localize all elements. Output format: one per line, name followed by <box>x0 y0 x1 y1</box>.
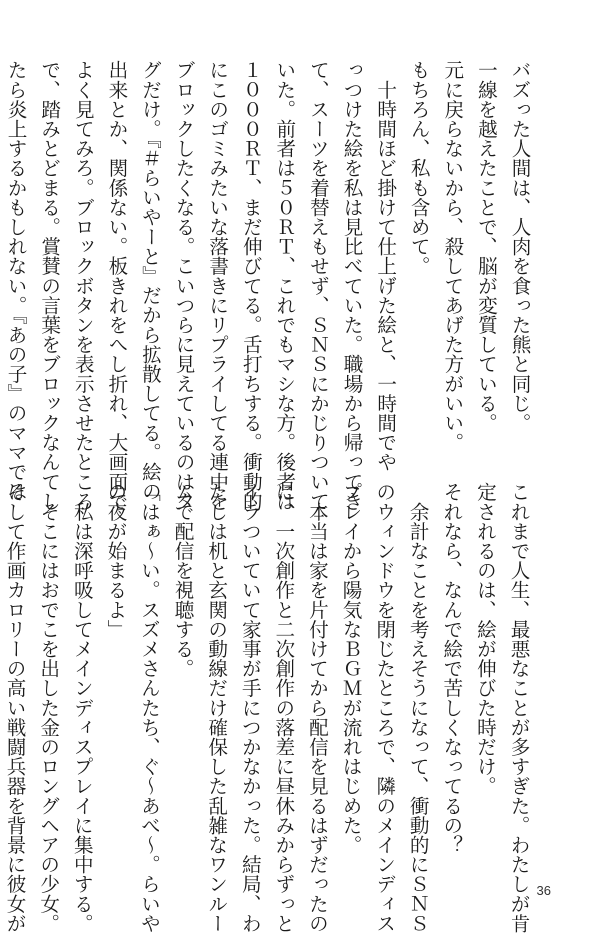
text-line: もちろん、私も含めて。 <box>407 60 431 276</box>
text-line: 出来とか、関係ない。板きれをへし折れ、大画面で <box>104 60 128 511</box>
text-line: 私は深呼吸してメインディスプレイに集中する。 <box>70 482 94 933</box>
text-line: の夜が始まるよ」 <box>103 482 127 639</box>
text-line: バズった人間は、人肉を食った熊と同じ。 <box>508 60 531 433</box>
text-line: に、一次創作と二次創作の落差に昼休みからずっと <box>271 482 295 933</box>
text-line: っつけた絵を私は見比べていた。職場から帰ってき <box>340 60 364 511</box>
text-line: ブロックしたくなる。こいつらに見えているのはタ <box>172 60 196 511</box>
text-line: 定されるのは、絵が伸びた時だけ。 <box>473 482 497 796</box>
text-block-bottom <box>0 482 535 933</box>
text-line: グだけ。『＃らいやーと』だから拡散してる。絵の <box>138 60 162 501</box>
text-line: たしは机と玄関の動線だけ確保した乱雑なワンルー <box>204 482 228 933</box>
text-line: これまで人生、最悪なことが多すぎた。わたしが肯 <box>507 482 530 933</box>
text-line: にこのゴミみたいな落書きにリプライしてる連中を <box>205 60 229 511</box>
text-line: 元に戻らないから、殺してあげた方がいい。 <box>440 60 464 452</box>
text-line: よく見てみろ。ブロックボタンを表示させたところ <box>71 60 95 511</box>
text-line: それなら、なんで絵で苦しくなってるの？ <box>439 482 463 855</box>
text-line: 余計なことを考えそうになって、衝動的にＳＮＳ <box>406 482 430 933</box>
text-line: ムで配信を視聴する。 <box>171 482 195 678</box>
text-line: いた。前者は５０ＲＴ、これでもマシな方。後者は <box>272 60 296 511</box>
text-line: で、踏みとどまる。賞賛の言葉をブロックなんてし <box>37 60 61 511</box>
text-line: て、スーツを着替えもせず、ＳＮＳにかじりついて <box>306 60 330 511</box>
text-line: 「はぁ～い。スズメさんたち、ぐ～あべ～。らいや <box>137 482 161 933</box>
text-line: 一線を越えたことで、脳が変質している。 <box>474 60 498 433</box>
text-block-top <box>0 60 536 511</box>
text-line: のウィンドウを閉じたところで、隣のメインディス <box>372 482 396 933</box>
text-line: １０００ＲＴ、まだ伸びてる。舌打ちする。衝動的 <box>239 60 263 511</box>
page-number: 36 <box>536 883 551 898</box>
text-line: そして作画カロリーの高い戦闘兵器を背景に彼女が <box>3 482 27 933</box>
text-line: プレイから陽気なＢＧＭが流れはじめた。 <box>339 482 363 855</box>
text-line: イラついていて家事が手につかなかった。結局、わ <box>238 482 262 933</box>
text-line: 十時間ほど掛けて仕上げた絵と、一時間でや <box>373 60 397 472</box>
text-line: 本当は家を片付けてから配信を見るはずだったの <box>305 482 329 933</box>
text-line: そこにはおでこを出した金のロングヘアの少女。 <box>36 482 60 933</box>
text-line: たら炎上するかもしれない。『あの子』のママでは <box>4 60 28 501</box>
